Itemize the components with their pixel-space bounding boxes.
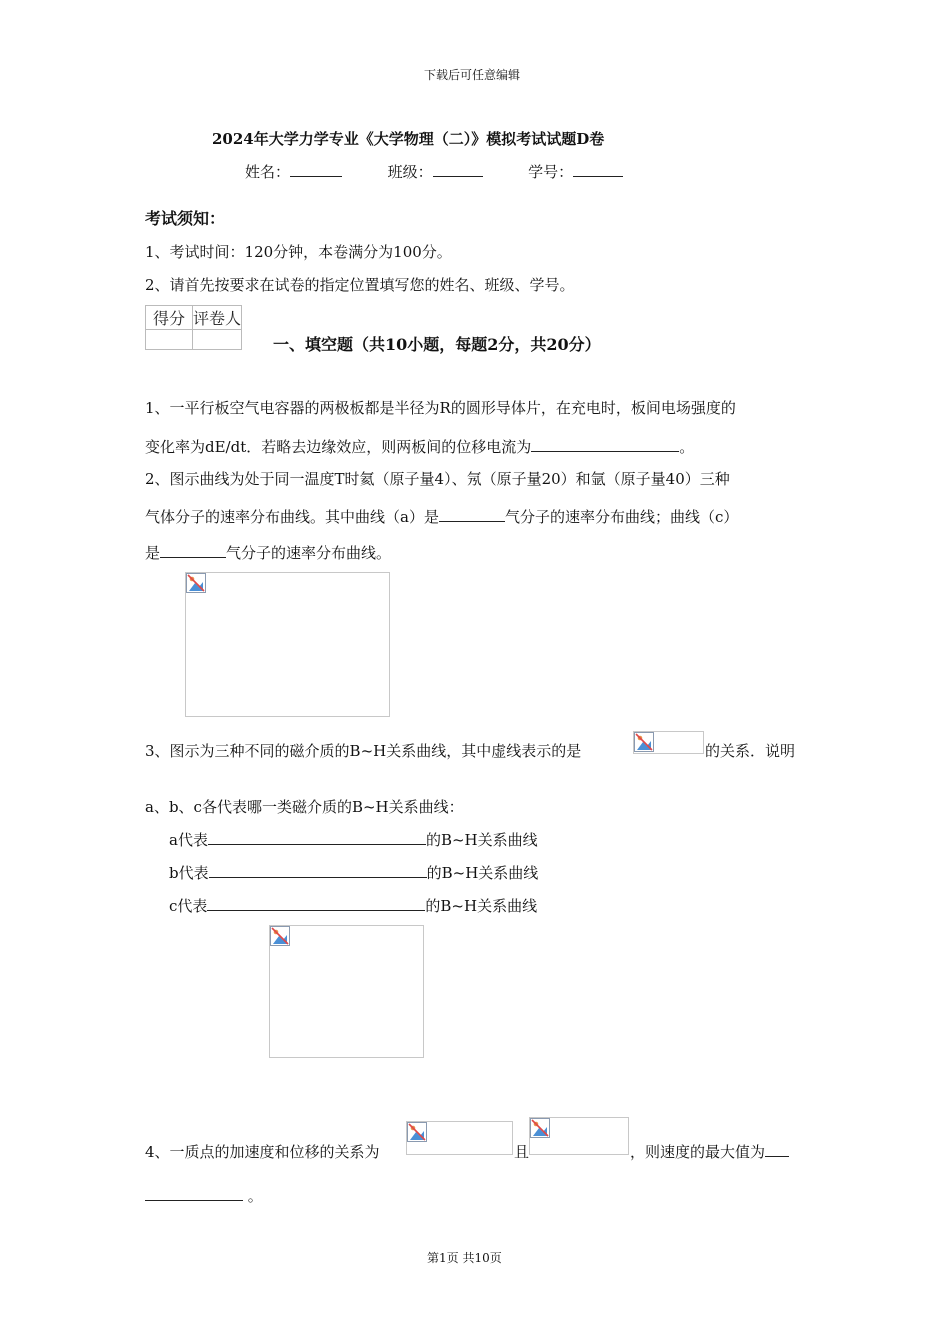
broken-image-icon	[270, 926, 290, 946]
q2-figure-image	[185, 572, 390, 717]
class-label: 班级：	[387, 163, 433, 181]
q2-line2	[145, 506, 738, 527]
q3-text-end: 的关系．说明	[705, 742, 796, 760]
q3-line2: a、b、c各代表哪一类磁介质的B~H关系曲线：	[145, 798, 464, 816]
q4-text-start: 4、一质点的加速度和位移的关系为	[145, 1143, 380, 1161]
q3-answer-blank-b[interactable]	[209, 863, 427, 878]
q4-line2	[145, 1185, 263, 1206]
broken-image-icon	[530, 1118, 550, 1138]
instruction-item: 1、考试时间：120分钟，本卷满分为100分。	[145, 243, 452, 261]
q2-answer-blank-c[interactable]	[160, 543, 226, 558]
q1-line1: 1、一平行板空气电容器的两极板都是半径为R的圆形导体片，在充电时，板间电场强度的	[145, 399, 736, 417]
q3-item-suffix: 的B~H关系曲线	[426, 864, 539, 882]
q2-text-mid: 气分子的速率分布曲线；曲线（c）	[504, 508, 739, 526]
page-footer: 第1页 共10页	[427, 1251, 502, 1265]
q4-line1-end	[630, 1141, 789, 1162]
q3-item-c	[169, 895, 537, 916]
broken-image-icon	[407, 1122, 427, 1142]
section-title: 一、填空题（共10小题，每题2分，共20分）	[273, 335, 601, 354]
name-label: 姓名：	[245, 163, 291, 181]
q3-figure-image	[269, 925, 424, 1058]
q3-item-suffix: 的B~H关系曲线	[425, 831, 538, 849]
q3-answer-blank-a[interactable]	[208, 830, 426, 845]
student-info	[245, 161, 623, 182]
q3-item-prefix: b代表	[169, 864, 209, 882]
q2-line3	[145, 542, 391, 563]
q4-text-and: 且	[514, 1143, 530, 1161]
id-field[interactable]	[573, 162, 623, 177]
q3-text: 3、图示为三种不同的磁介质的B~H关系曲线，其中虚线表示的是	[145, 742, 582, 760]
class-field[interactable]	[433, 162, 483, 177]
grader-header: 评卷人	[193, 306, 242, 330]
instructions-heading: 考试须知：	[145, 209, 226, 228]
q1-text: 变化率为dE/dt．若略去边缘效应，则两板间的位移电流为	[145, 438, 532, 456]
q3-item-b	[169, 862, 538, 883]
q2-text: 气体分子的速率分布曲线。其中曲线（a）是	[145, 508, 439, 526]
score-table	[145, 305, 242, 350]
q2-text-start: 是	[145, 544, 161, 562]
q1-answer-blank[interactable]	[531, 437, 679, 452]
q4-inline-image-2	[529, 1117, 629, 1155]
q4-answer-blank-2[interactable]	[145, 1186, 243, 1201]
q4-text-end: ，则速度的最大值为	[630, 1143, 766, 1161]
grader-cell[interactable]	[193, 330, 242, 350]
q2-line1: 2、图示曲线为处于同一温度T时氦（原子量4）、氖（原子量20）和氩（原子量40）三种	[145, 470, 730, 488]
q4-answer-blank-1[interactable]	[765, 1142, 789, 1157]
q3-line1	[145, 740, 581, 761]
score-cell[interactable]	[146, 330, 193, 350]
header-note: 下载后可任意编辑	[424, 68, 521, 82]
q2-answer-blank-a[interactable]	[439, 507, 505, 522]
broken-image-icon	[186, 573, 206, 593]
q4-period: 。	[247, 1187, 263, 1205]
q2-text-end: 气分子的速率分布曲线。	[226, 544, 392, 562]
q3-item-prefix: a代表	[169, 831, 208, 849]
score-header: 得分	[146, 306, 193, 330]
q1-text-end: 。	[679, 438, 695, 456]
name-field[interactable]	[290, 162, 342, 177]
q4-inline-image-1	[406, 1121, 513, 1155]
q3-item-prefix: c代表	[169, 897, 208, 915]
page-title: 2024年大学力学专业《大学物理（二）》模拟考试试题D卷	[212, 130, 605, 148]
instruction-item: 2、请首先按要求在试卷的指定位置填写您的姓名、班级、学号。	[145, 276, 575, 294]
id-label: 学号：	[528, 163, 574, 181]
q1-line2	[145, 436, 694, 457]
q3-item-a	[169, 829, 538, 850]
q3-item-suffix: 的B~H关系曲线	[425, 897, 538, 915]
q3-answer-blank-c[interactable]	[207, 896, 425, 911]
q3-inline-image	[633, 731, 704, 754]
broken-image-icon	[634, 732, 654, 752]
